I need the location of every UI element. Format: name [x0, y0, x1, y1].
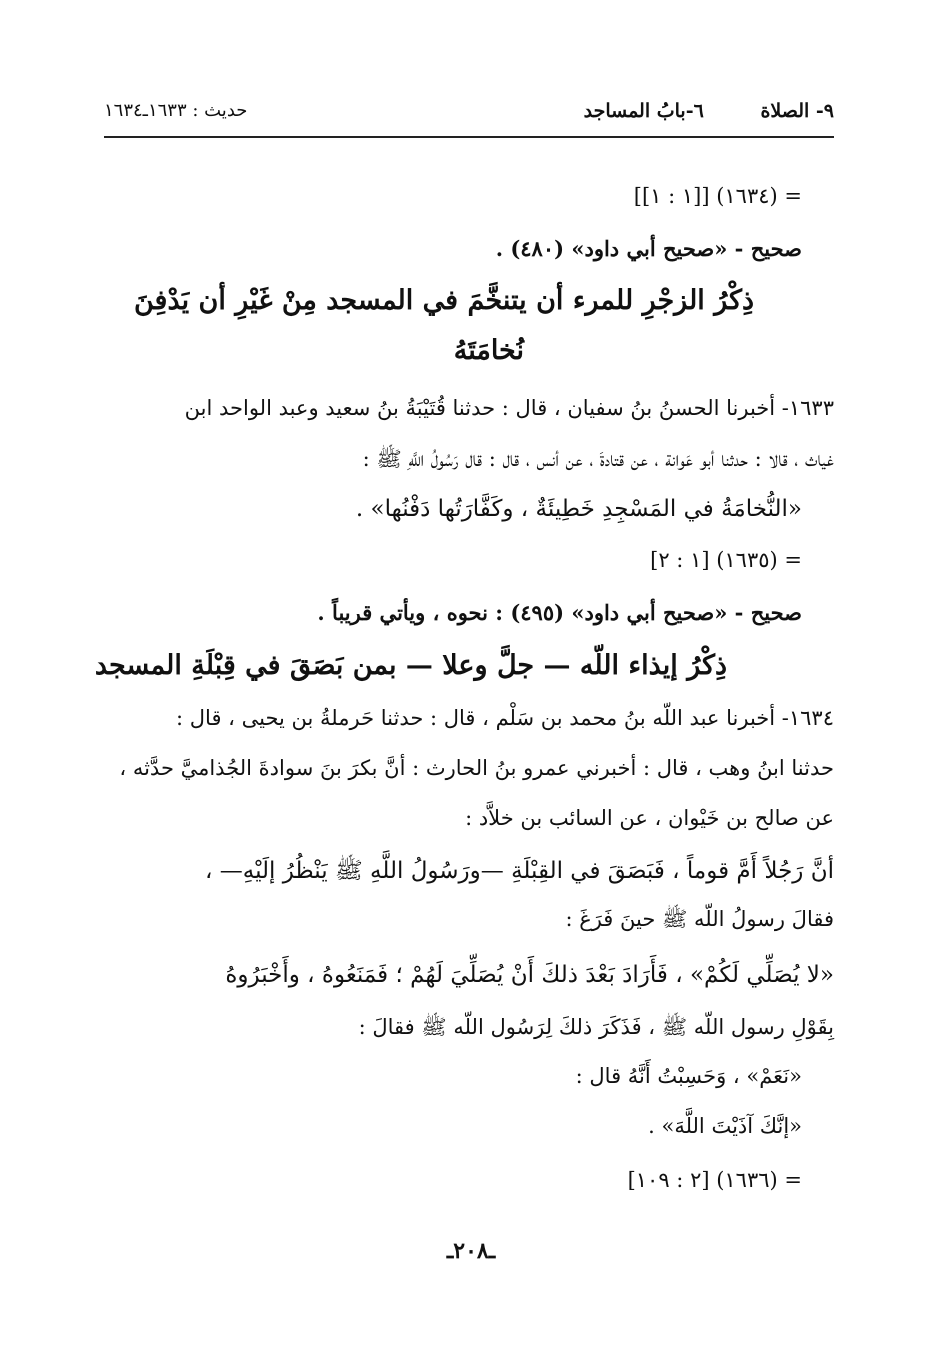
hadith-chain: ١٦٣٤- أخبرنا عبد اللّه بنُ محمد بن سَلْم ، قال : حدثنا حَرملةُ بن يحيى ، قال : — [176, 706, 834, 730]
hadith-text: «النُّخامَةُ في المَسْجِدِ خَطِيئَةٌ ، وكَفَّارَتُها دَفْنُها» . — [355, 496, 802, 522]
hadith-text: بِقَوْلِ رسول اللّه ﷺ ، فَذَكَرَ ذلكَ لِرَسُول اللّه ﷺ فقالَ : — [358, 1015, 834, 1039]
hadith-chain: عن صالح بن خَيْوان ، عن السائب بن خلاَّد : — [465, 806, 834, 830]
page-header — [104, 96, 834, 138]
hadith-text: «لا يُصَلِّي لَكُمْ» ، فَأَرَادَ بَعْدَ ذلكَ أَنْ يُصَلِّيَ لَهُمْ ؛ فَمَنَعُوهُ ، وأَخْبَرُوهُ — [225, 962, 834, 988]
page-number: ـ٢٠٨ـ — [446, 1238, 496, 1264]
hadith-chain: ١٦٣٣- أخبرنا الحسنُ بنُ سفيان ، قال : حدثنا قُتَيْبَةُ بنُ سعيد وعبد الواحد ابن — [184, 396, 834, 420]
header-chapter: ٩- الصلاة — [760, 100, 834, 122]
hadith-text: فقالَ رسولُ اللّه ﷺ حينَ فَرَغَ : — [565, 907, 834, 931]
reference-line: = (١٦٣٦) [٢ : ١٠٩] — [627, 1168, 802, 1192]
authenticity-note: صحيح - «صحيح أبي داود» (٤٩٥) : نحوه ، ويأتي قريباً . — [317, 600, 802, 625]
header-section: ٦-بابُ المساجد — [583, 100, 704, 122]
hadith-text: «إنَّكَ آذَيْتَ اللَّهَ» . — [648, 1114, 802, 1138]
hadith-chain: حدثنا ابنُ وهب ، قال : أخبرني عمرو بنُ الحارث : أنَّ بكرَ بنَ سوادةَ الجُذاميَّ حدَّثه ، — [119, 756, 834, 780]
hadith-text: أنَّ رَجُلاً أَمَّ قوماً ، فَبَصَقَ في القِبْلَةِ —ورَسُولُ اللَّهِ ﷺ يَنْظُرُ إلَيْهِ— ، — [205, 858, 834, 884]
hadith-chain: غياث ، قالا : حدثنا أبو عَوانة ، عن قتادةَ ، عن أنس ، قال : قال رَسُولُ اللَّهِ ﷺ : — [362, 447, 834, 471]
chapter-heading: ذِكْرُ الزجْرِ للمرء أن يتنخَّمَ في المسجد مِنْ غَيْرِ أن يَدْفِنَ — [134, 285, 754, 316]
authenticity-note: صحيح - «صحيح أبي داود» (٤٨٠) . — [495, 236, 802, 261]
chapter-heading: ذِكْرُ إيذاء اللّه — جلَّ وعلا — بمن بَصَقَ في قِبْلَةِ المسجد — [94, 650, 727, 681]
header-hadith-range: حديث : ١٦٣٣ـ١٦٣٤ — [104, 100, 248, 121]
chapter-heading-continued: نُخامَتَهُ — [453, 335, 524, 366]
header-chapter-section — [534, 100, 834, 122]
reference-line: = (١٦٣٥) [١ : ٢] — [650, 548, 802, 572]
hadith-text: «نَعَمْ» ، وَحَسِبْتُ أَنَّهُ قال : — [575, 1064, 802, 1088]
reference-line: = (١٦٣٤) [[١ : ١]] — [633, 184, 802, 208]
